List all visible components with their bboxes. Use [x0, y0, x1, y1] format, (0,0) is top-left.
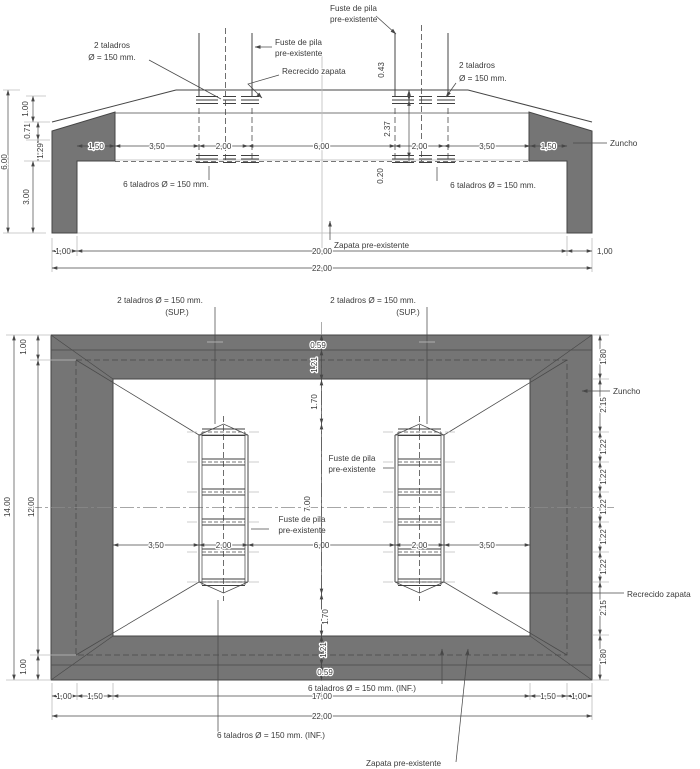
label-2-taladros-sup-left: 2 taladros Ø = 150 mm.: [117, 296, 203, 305]
dim-350-b: 3,50: [479, 142, 495, 151]
label-fuste-plan-left: Fuste de pila: [278, 515, 326, 524]
dim-350-plan-l: 3,50: [148, 541, 164, 550]
dim-150-b: 1,50: [540, 142, 557, 151]
label-recrecido-zapata: Recrecido zapata: [282, 67, 346, 76]
label-6-taladros-inf-2: 6 taladros Ø = 150 mm. (INF.): [216, 731, 326, 740]
dim-2200-elev: 22,00: [311, 264, 333, 273]
dim-122-3: 1.22: [599, 499, 608, 515]
label-6-taladros-inf-1: 6 taladros Ø = 150 mm. (INF.): [307, 684, 417, 693]
dim-237: 2.37: [383, 121, 392, 137]
dim-071-left: 0.71: [23, 123, 32, 139]
dim-215-t: 2.15: [599, 397, 608, 413]
dim-100-plan-t: 1.00: [19, 339, 28, 355]
label-6-taladros-right: 6 taladros Ø = 150 mm.: [450, 181, 536, 190]
dim-100-plan-b: 1.00: [19, 659, 28, 675]
label-fuste-plan-right-2: pre-existente: [328, 465, 376, 474]
dim-122-2: 1.22: [599, 469, 608, 485]
dim-100-left: 1.00: [21, 101, 30, 117]
label-2-taladros-sup-right: 2 taladros Ø = 150 mm.: [330, 296, 416, 305]
label-zapata-preexistente: Zapata pre-existente: [334, 241, 410, 250]
drill-holes-elevation: [196, 97, 455, 163]
dim-122-5: 1.22: [599, 559, 608, 575]
dim-180-t: 1.80: [599, 349, 608, 365]
dim-2200-plan: 22,00: [311, 712, 333, 721]
dim-200-plan-l: 2,00: [215, 541, 232, 550]
dim-215-b: 2.15: [599, 600, 608, 616]
pier-right-plan: [395, 416, 444, 601]
dim-100-pbl: 1,00: [56, 692, 72, 701]
dim-1400: 14.00: [3, 496, 12, 518]
dim-700: 7.00: [303, 496, 312, 512]
dim-350-a: 3,50: [149, 142, 165, 151]
dim-170-top: 1.70: [310, 394, 319, 410]
dim-600-left: 6.00: [0, 154, 9, 170]
dim-100-pbr: 1,00: [571, 692, 587, 701]
dim-180-b: 1.80: [599, 649, 608, 665]
dim-121-top: 1.21: [310, 357, 319, 373]
dim-1200: 12.00: [27, 496, 36, 518]
label-2-taladros-left: 2 taladros: [94, 41, 130, 50]
dim-170-bottom: 1.70: [321, 609, 330, 625]
zuncho-left-section: [52, 112, 115, 233]
label-fuste-mid-2: pre-existente: [275, 49, 323, 58]
dim-059-bottom: 0.59: [317, 668, 333, 677]
dim-2000: 20,00: [311, 247, 333, 256]
dim-350-plan-r: 3,50: [479, 541, 495, 550]
label-zuncho-elevation: Zuncho: [610, 139, 638, 148]
label-2-taladros-left-2: Ø = 150 mm.: [88, 53, 136, 62]
plan-view: [3, 296, 691, 768]
label-zapata-plan: Zapata pre-existente: [366, 759, 442, 768]
label-6-taladros-left: 6 taladros Ø = 150 mm.: [123, 180, 209, 189]
label-zuncho-plan: Zuncho: [613, 387, 641, 396]
dim-600-a: 6,00: [313, 142, 330, 151]
dim-020: 0.20: [376, 168, 385, 184]
dim-300-left: 3.00: [22, 189, 31, 205]
dim-200-plan-r: 2,00: [411, 541, 428, 550]
dim-059-top: 0.59: [310, 341, 326, 350]
pier-left-plan: [199, 416, 248, 601]
dim-129-left: 1.29: [36, 143, 45, 159]
label-fuste-plan-right: Fuste de pila: [328, 454, 376, 463]
label-sup-left: (SUP.): [165, 308, 189, 317]
dim-600-plan: 6,00: [313, 541, 330, 550]
dim-122-4: 1.22: [599, 529, 608, 545]
dim-150-pbr: 1,50: [540, 692, 556, 701]
dim-200-a: 2,00: [215, 142, 232, 151]
dim-100-br: 1,00: [597, 247, 613, 256]
dim-043: 0.43: [377, 62, 386, 78]
dim-1700: 17,00: [311, 692, 333, 701]
dim-200-b: 2,00: [411, 142, 428, 151]
zuncho-right-section: [529, 112, 592, 233]
label-fuste-top: Fuste de pila: [330, 4, 377, 13]
label-recrecido-plan: Recrecido zapata: [627, 590, 691, 599]
dim-150-a: 1,50: [88, 142, 104, 151]
label-sup-right: (SUP.): [396, 308, 420, 317]
elevation-section-view: [0, 4, 638, 273]
dim-122-1: 1.22: [599, 439, 608, 455]
label-fuste-plan-left-2: pre-existente: [278, 526, 326, 535]
label-2-taladros-right-2: Ø = 150 mm.: [459, 74, 507, 83]
dim-121-bottom: 1.21: [319, 642, 328, 658]
pier-right-elevation: [395, 25, 448, 161]
dim-100-bl: 1,00: [55, 247, 71, 256]
label-fuste-top-2: pre-existente: [330, 15, 378, 24]
label-fuste-mid: Fuste de pila: [275, 38, 322, 47]
dim-150-pbl: 1,50: [87, 692, 103, 701]
label-2-taladros-right: 2 taladros: [459, 61, 495, 70]
